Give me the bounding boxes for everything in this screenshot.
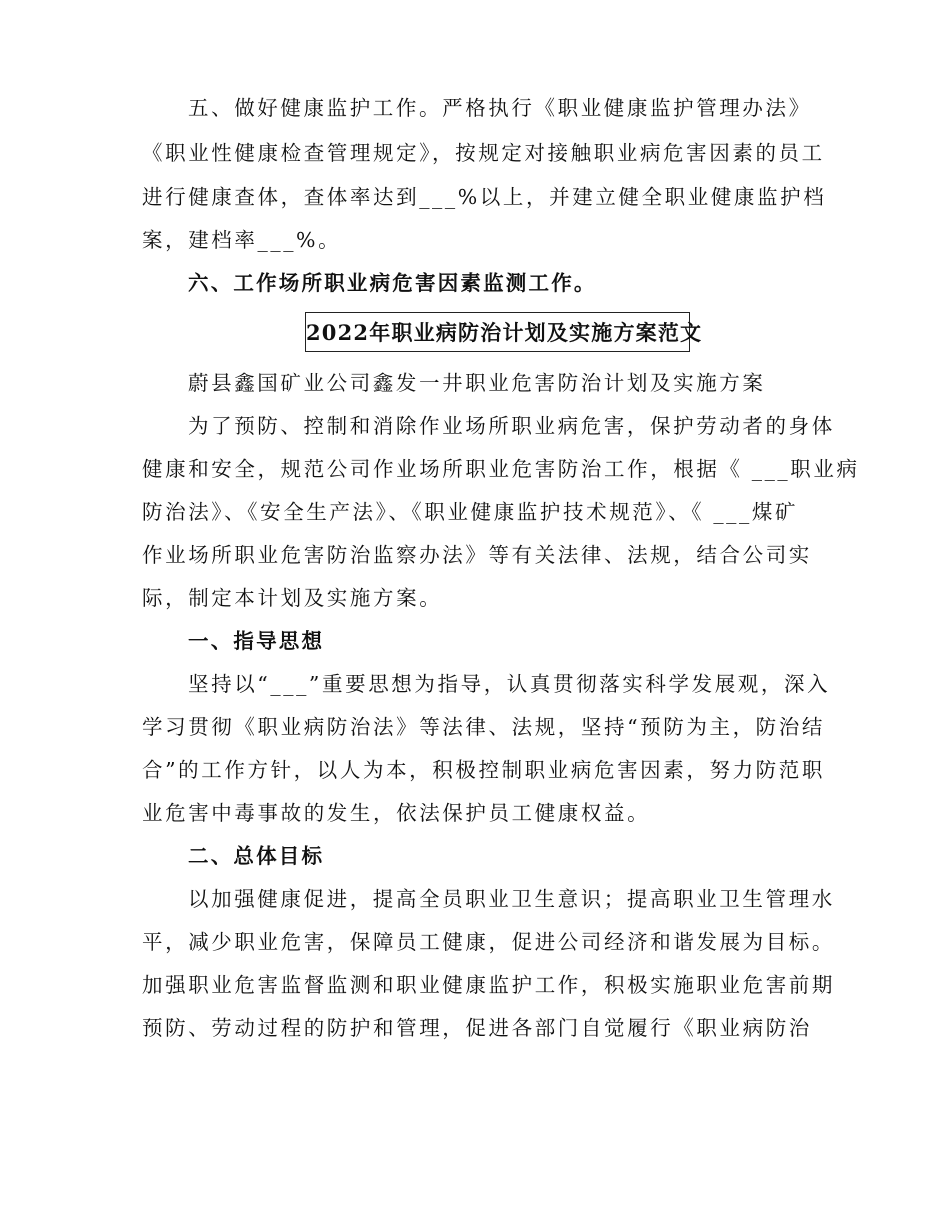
paragraph-line: 为了预防、控制和消除作业场所职业病危害，保护劳动者的身体 [188,414,835,438]
section-heading-guiding-thought: 一、指导思想 [188,629,325,653]
paragraph-line: 坚持以“___”重要思想为指导，认真贯彻落实科学发展观，深入 [188,672,831,696]
paragraph-line: 作业场所职业危害防治监察办法》等有关法律、法规，结合公司实 [142,543,812,567]
paragraph-line: 预防、劳动过程的防护和管理，促进各部门自觉履行《职业病防治 [142,1016,812,1040]
paragraph-line: 学习贯彻《职业病防治法》等法律、法规，坚持“预防为主，防治结 [142,715,825,739]
paragraph-line: 业危害中毒事故的发生，依法保护员工健康权益。 [142,801,651,825]
paragraph-line: 平，减少职业危害，保障员工健康，促进公司经济和谐发展为目标。 [142,930,835,954]
paragraph-line: 加强职业危害监督监测和职业健康监护工作，积极实施职业危害前期 [142,973,835,997]
paragraph-line: 以加强健康促进，提高全员职业卫生意识；提高职业卫生管理水 [188,887,835,911]
section-heading-six: 六、工作场所职业病危害因素监测工作。 [188,271,597,295]
paragraph-line: 案，建档率___%。 [142,228,342,252]
document-title: 2022年职业病防治计划及实施方案范文 [305,312,690,352]
paragraph-line: 进行健康查体，查体率达到___%以上，并建立健全职业健康监护档 [142,185,827,209]
paragraph-line: 际，制定本计划及实施方案。 [142,586,443,610]
subtitle: 蔚县鑫国矿业公司鑫发一井职业危害防治计划及实施方案 [188,371,766,395]
paragraph-line: 合”的工作方针，以人为本，积极控制职业病危害因素，努力防范职 [142,758,825,782]
paragraph-line: 五、做好健康监护工作。严格执行《职业健康监护管理办法》 [188,96,812,120]
paragraph-line: 防治法》、《安全生产法》、《职业健康监护技术规范》、《 ___煤矿 [142,500,799,524]
paragraph-line: 《职业性健康检查管理规定》，按规定对接触职业病危害因素的员工 [142,141,825,165]
paragraph-line: 健康和安全，规范公司作业场所职业危害防治工作，根据《 ___职业病 [142,457,860,481]
section-heading-overall-goal: 二、总体目标 [188,844,325,868]
